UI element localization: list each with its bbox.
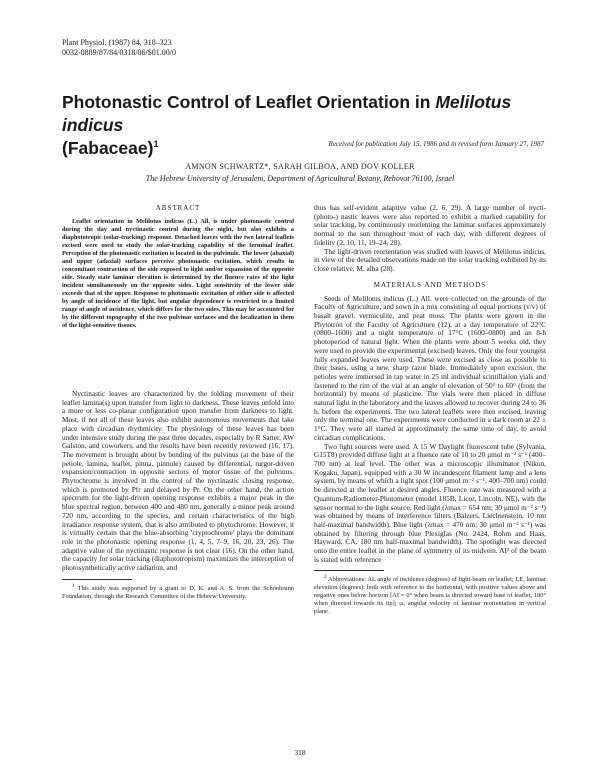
footnote-divider xyxy=(314,570,384,571)
abbreviations-footnote-text: Abbreviations: AL angle of incidence (degrees) of light-beam on leaflet; LE, laminar elevation (degrees): both with reference to the horizontal, with positive values above and negative ones below horizon [AI = 0° when beam is directed toward base of leaflet, 180° when directed towards its tip]; ω, angular velocity of laminar reorientation in vertical plane. xyxy=(314,576,546,615)
abbreviations-footnote xyxy=(314,574,546,615)
footnote-mark: 2 xyxy=(324,574,327,581)
title-species: Melilotus indicus xyxy=(62,92,512,135)
journal-citation-line: Plant Physiol. (1987) 84, 318–323 xyxy=(62,38,172,47)
journal-citation xyxy=(62,38,302,58)
methods-paragraph-1: Seeds of Melilotus indicus (L.) All. were collected on the grounds of the Faculty of Agriculture, and sown in a mix consisting of equal portions (v/v) of basalt gravel, vermiculite, and peat moss. The plants were grown in the Phytotron of the Faculty of Agriculture (12), at a day temperature of 22°C (0800–1600) and a night temperature of 17°C (1600–0800) and an 8-h photoperiod of natural light. When the plants were about 5 weeks old, they were used to provide the experimental (excised) leaves. Only the four youngest fully expanded leaves were used. These were excised as close as possible to their bases, using a new, sharp razor blade. Immediately upon excision, the petioles were immersed in tap water in 25 ml individual scintillation vials and fastened to the rim of the vial at an angle of elevation of 50° to 60° (from the horizontal) by means of plasticine. The vials were then placed in diffuse natural light in the laboratory and the leaves allowed to recover during 24 to 36 h. before the experiments. The two lateral leaflets were then excised, leaving only the terminal one. The experiments were conducted in a dark room at 22 ± 1°C. They were all started at approximately the same time of day, to avoid circadian complications. xyxy=(314,293,546,442)
introduction-paragraph: Nyctinastic leaves are characterized by the folding movement of their leaflet lamina(s) upon transfer from light to darkness. These leaves unfold into a more or less co-planar configuration upon transfer from darkness to light. Most, if not all of these leaves also exhibit autonomous movements that take place with circadian rhythmicity. The physiology of these leaves has been under intensive study during the past three decades, especially by R Satter, AW Galston, and coworkers, and the results have been recently reviewed (16, 17). The movement is brought about by bending of the pulvinus (at the base of the petiole, lamina, leaflet, pinna, pinnule) caused by differential, turgor-driven expansion/contraction in opposite sectors of motor tissue of the pulvinus. Phytochrome is involved in the control of the nyctinastic closing response, which is promoted by Pfr and delayed by Pr. On the other hand, the action spectrum for the light-driven opening response exhibits a major peak in the blue spectral region, between 400 and 480 nm, generally a minor peak around 720 nm, according to the species, and certain characteristics of the high irradiance response system, that is also attributed to phytochrome. However, it is virtually certain that the blue-absorbing 'cryptochrome' plays the dominant role in the photonastic opening response (1, 4, 5, 7–9, 16, 20, 23, 26). The adaptive value of the nyctinastic response is not clear (16). On the other hand, the capacity for solar tracking (diaphototropism) maximizes the interception of photosynthetically active radiation, and xyxy=(62,389,294,573)
page-number: 318 xyxy=(294,748,306,757)
title-text: Photonastic Control of Leaflet Orientation in xyxy=(62,92,436,112)
abstract-heading: ABSTRACT xyxy=(155,204,201,212)
introduction-paragraph-2: The light-driven reorientation was studied with leaves of Melilotus indicus, in view of the detailed observations made on the solar tracking exhibited by its close relative, M. alba (28). xyxy=(314,246,546,273)
title-family: (Fabaceae) xyxy=(62,138,154,158)
left-column xyxy=(62,204,294,600)
journal-issn-line: 0032-0889/87/84/0318/06/$01.00/0 xyxy=(62,48,176,57)
footnote-divider xyxy=(62,579,132,580)
column-spacer xyxy=(62,330,294,390)
paper-title xyxy=(62,91,542,160)
methods-paragraph-2: Two light sources were used. A 15 W Daylight fluorescent tube (Sylvania, G15T8) provided diffuse light at a fluence rate of 10 to 20 μmol m⁻² s⁻¹ (400–700 nm) at leaf level. The other was a microscopic illuminator (Nikon, Kogaku, Japan), equipped with a 30 W incandescent filament lamp and a lens system, by means of which a light spot (100 μmol m⁻² s⁻¹, 400–700 nm) could be directed at the leaflet at desired angles. Fluence rate was measured with a Quantum-Radiometer-Photometer (model 185B, Licor, Lincoln, NE), with the sensor normal to the light source. Red light (λmax = 654 nm; 30 μmol m⁻² s⁻¹) was obtained by means of interference filters (Balzers, Liechtenstein, 10 nm half-maximal bandwidth). Blue light (λmax = 470 nm; 30 μmol m⁻² s⁻¹) was obtained by filtering through blue Plexiglas (No. 2424, Rohm and Haas, Hayward, CA, 180 nm half-maximal bandwidth). The spotlight was directed onto the entire leaflet in the plane of symmetry of its midvein. AI² of the beam is stated with reference xyxy=(314,441,546,564)
received-date: Received for publication July 15, 1986 and in revised form January 27, 1987 xyxy=(328,140,544,148)
funding-footnote xyxy=(62,583,294,601)
title-footnote-mark: 1 xyxy=(153,139,159,150)
footnote-mark: 1 xyxy=(72,582,75,589)
methods-heading: MATERIALS AND METHODS xyxy=(373,280,487,289)
abstract-text: Leaflet orientation in Melilotus indicus (L.) All. is under photonastic control during the day and nyctinastic control during the night, but also exhibits a diaphototropic (solar-tracking) response. Detached leaves with the two lateral leaflets excised were used to study the solar-tracking capability of the terminal leaflet. Perception of the photonastic excitation is located in the pulvinule. The lower (abaxial) and upper (adaxial) surfaces perceive photonastic excitation, which results in concomitant contraction of the side exposed to light and/or expansion of the opposite side. Steady state laminar elevation is determined by the fluence rates of the light incident simultaneously on the opposite sides. Light sensitivity of the lower side exceeds that of the upper. Response to photonastic excitation of either side is affected by angle of incidence of the light, but angular dependence is restricted to a limited range of angle of incidence, which differs for the two sides. This may be accounted for by the different topography of the two pulvinar surfaces and the localization in them of the light-sensitive tissues. xyxy=(62,218,294,329)
funding-footnote-text: This study was supported by a grant to D. K. and A. S. from the Schönbrunn Foundation, through the Research Committee of the Hebrew University. xyxy=(62,584,294,600)
right-column xyxy=(314,204,546,616)
author-list: AMNON SCHWARTZ*, SARAH GILBOA, AND DOV KOLLER xyxy=(185,162,415,171)
introduction-continued: thus has self-evident adaptive value (2, 6, 29). A large number of nycti- (photo-) nastic leaves were also reported to exhibit a marked capability for solar tracking, by continuously reorienting the laminar surfaces approximately normal to the sun throughout most of each day, with different degrees of fidelity (2, 10, 11, 19–24, 28). xyxy=(314,203,546,247)
author-affiliation: The Hebrew University of Jerusalem, Department of Agricultural Botany, Rehovot 76100, Israel xyxy=(145,174,455,183)
